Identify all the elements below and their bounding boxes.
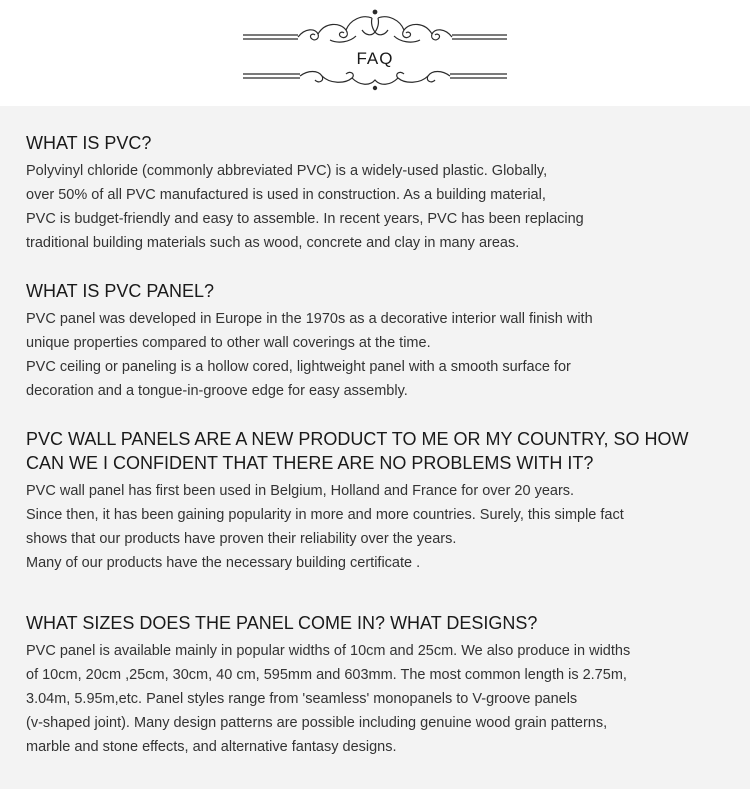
answer-line: unique properties compared to other wall coverings at the time.	[26, 335, 431, 351]
answer-line: PVC wall panel has first been used in Belgium, Holland and France for over 20 years.	[26, 483, 575, 499]
answer-line: Many of our products have the necessary building certificate .	[26, 555, 421, 571]
answer-line: decoration and a tongue-in-groove edge for easy assembly.	[26, 383, 408, 399]
faq-item	[26, 279, 726, 403]
faq-item	[26, 611, 726, 759]
faq-question	[26, 611, 726, 635]
faq-answer	[26, 159, 726, 255]
faq-question	[26, 131, 726, 155]
question-line: WHAT IS PVC PANEL?	[26, 281, 215, 301]
answer-line: of 10cm, 20cm ,25cm, 30cm, 40 cm, 595mm and 603mm. The most common length is 2.75m,	[26, 667, 627, 683]
question-line: WHAT IS PVC?	[26, 133, 152, 153]
faq-item	[26, 131, 726, 255]
answer-line: over 50% of all PVC manufactured is used in construction. As a building material,	[26, 187, 546, 203]
answer-line: marble and stone effects, and alternative fantasy designs.	[26, 739, 397, 755]
faq-title: FAQ	[356, 49, 394, 68]
answer-line: (v-shaped joint). Many design patterns are possible including genuine wood grain patterns,	[26, 715, 608, 731]
answer-line: Since then, it has been gaining popularity in more and more countries. Surely, this simple fact	[26, 507, 624, 523]
faq-answer	[26, 639, 726, 759]
answer-line: PVC panel was developed in Europe in the 1970s as a decorative interior wall finish with	[26, 311, 593, 327]
faq-header	[0, 0, 750, 106]
answer-line: shows that our products have proven their reliability over the years.	[26, 531, 457, 547]
faq-content	[0, 106, 750, 789]
faq-question	[26, 427, 726, 475]
answer-line: Polyvinyl chloride (commonly abbreviated PVC) is a widely-used plastic. Globally,	[26, 163, 548, 179]
question-line: SO HOW CAN WE I CONFIDENT THAT THERE ARE NO PROBLEMS WITH IT?	[26, 429, 689, 473]
faq-item	[26, 427, 726, 575]
answer-line: traditional building materials such as wood, concrete and clay in many areas.	[26, 235, 520, 251]
faq-question	[26, 279, 726, 303]
faq-answer	[26, 479, 726, 575]
question-line: WHAT SIZES DOES THE PANEL COME IN? WHAT DESIGNS?	[26, 613, 538, 633]
answer-line: 3.04m, 5.95m,etc. Panel styles range from 'seamless' monopanels to V-groove panels	[26, 691, 578, 707]
answer-line: PVC panel is available mainly in popular widths of 10cm and 25cm. We also produce in widths	[26, 643, 631, 659]
faq-answer	[26, 307, 726, 403]
question-line: PVC WALL PANELS ARE A NEW PRODUCT TO ME OR MY COUNTRY,	[26, 429, 609, 449]
answer-line: PVC ceiling or paneling is a hollow cored, lightweight panel with a smooth surface for	[26, 359, 571, 375]
answer-line: PVC is budget-friendly and easy to assemble. In recent years, PVC has been replacing	[26, 211, 584, 227]
